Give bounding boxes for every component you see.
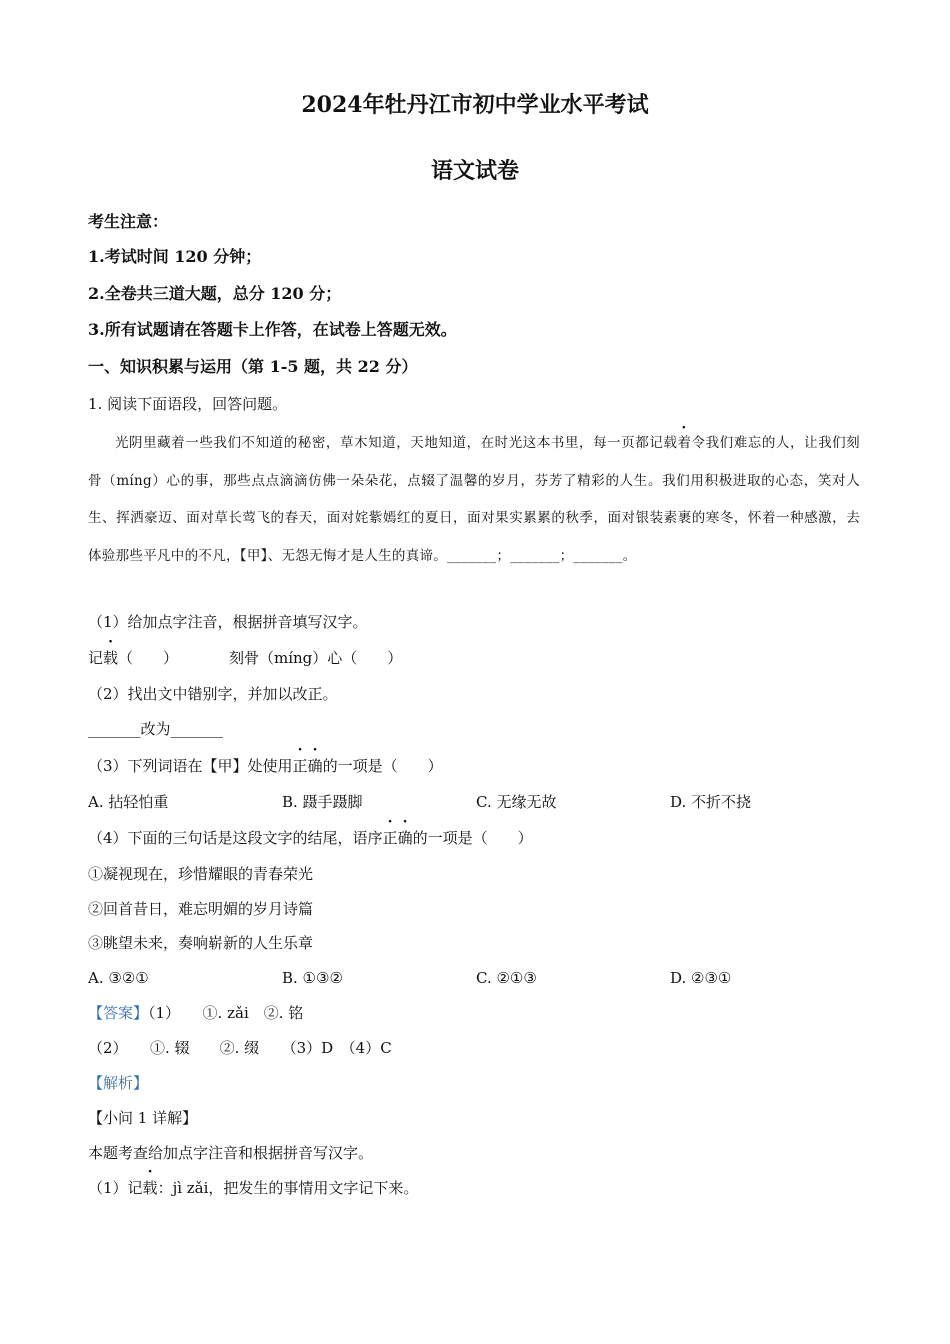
sub3-option-b: B. 蹑手蹑脚: [282, 793, 363, 811]
sub4-dotted-char-2: 确: [397, 829, 413, 847]
notice-heading: 考生注意：: [88, 212, 169, 231]
answer-label: 【答案】: [88, 1004, 149, 1022]
sub4-option-c: C. ②①③: [476, 969, 537, 987]
notice-item-1: 1.考试时间 120 分钟；: [88, 247, 262, 266]
sub-question-4: （4）下面的三句话是这段文字的结尾，语序正确的一项是（ ）: [88, 829, 533, 847]
sub4-option-b: B. ①③②: [282, 969, 343, 987]
answer-line-1: 【答案】（1） ①. zǎi ②. 铭: [88, 1004, 304, 1022]
passage-part-b: 着令我们难忘的人，让我们刻骨（míng）心的事，那些点点滴滴仿佛一朵朵花，点辍了温馨的岁月，芬芳了精彩的人生。我们用积极进取的心态，笑对人生、挥洒豪迈、面对草长莺飞的春天，面对姹紫嫣红的夏日，面对果实累累的秋季，面对银装素裹的寒冬，怀着一种感激，去体验那些平凡中的不凡，【甲】、无怨无悔才是人生的真谛。_______；_______；_______。: [88, 435, 860, 564]
sub2-blank: _______改为_______: [88, 720, 224, 738]
sub1-dotted-char: 载: [103, 649, 119, 667]
question-stem: 1. 阅读下面语段，回答问题。: [88, 395, 288, 413]
sentence-2: ②回首昔日，难忘明媚的岁月诗篇: [88, 900, 314, 918]
sub1-item-a: 记载（ ）: [88, 649, 179, 667]
sub-question-2: （2）找出文中错别字，并加以改正。: [88, 685, 338, 703]
section-heading: 一、知识积累与运用（第 1-5 题，共 22 分）: [88, 357, 418, 376]
notice-item-2: 2.全卷共三道大题，总分 120 分；: [88, 284, 342, 303]
sub3-dotted-char-1: 正: [292, 757, 308, 775]
sub-question-3: （3）下列词语在【甲】处使用正确的一项是（ ）: [88, 757, 443, 775]
analysis-label: 【解析】: [88, 1074, 149, 1092]
sub4-option-d: D. ②③①: [670, 969, 732, 987]
reading-passage: [88, 425, 860, 575]
exam-title: 2024年牡丹江市初中学业水平考试: [301, 92, 649, 118]
sub4-dotted-char-1: 正: [382, 829, 398, 847]
analysis-sub-heading: 【小问 1 详解】: [88, 1109, 198, 1127]
answer-line-2: （2） ①. 辍 ②. 缀 （3）D （4）C: [88, 1039, 392, 1057]
sub3-option-a: A. 拈轻怕重: [88, 793, 169, 811]
analysis-detail: （1）记载：jì zǎi，把发生的事情用文字记下来。: [88, 1179, 419, 1197]
sentence-3: ③眺望未来，奏响崭新的人生乐章: [88, 934, 314, 952]
sub-question-1: （1）给加点字注音，根据拼音填写汉字。: [88, 613, 368, 631]
sentence-1: ①凝视现在，珍惜耀眼的青春荣光: [88, 865, 314, 883]
sub3-dotted-char-2: 确: [307, 757, 323, 775]
analysis-dotted-char: 载: [142, 1179, 158, 1197]
sub4-option-a: A. ③②①: [88, 969, 149, 987]
sub1-item-b: 刻骨（míng）心（ ）: [229, 649, 403, 667]
analysis-intro: 本题考查给加点字注音和根据拼音写汉字。: [88, 1144, 374, 1162]
exam-subtitle: 语文试卷: [430, 158, 519, 184]
sub3-option-c: C. 无缘无故: [476, 793, 557, 811]
passage-part-a: 光阴里藏着一些我们不知道的秘密，草木知道，天地知道，在时光这本书里，每一页都记: [115, 435, 664, 451]
passage-dotted-char: 载: [663, 435, 678, 451]
notice-item-3: 3.所有试题请在答题卡上作答，在试卷上答题无效。: [88, 320, 457, 339]
sub3-option-d: D. 不折不挠: [670, 793, 752, 811]
